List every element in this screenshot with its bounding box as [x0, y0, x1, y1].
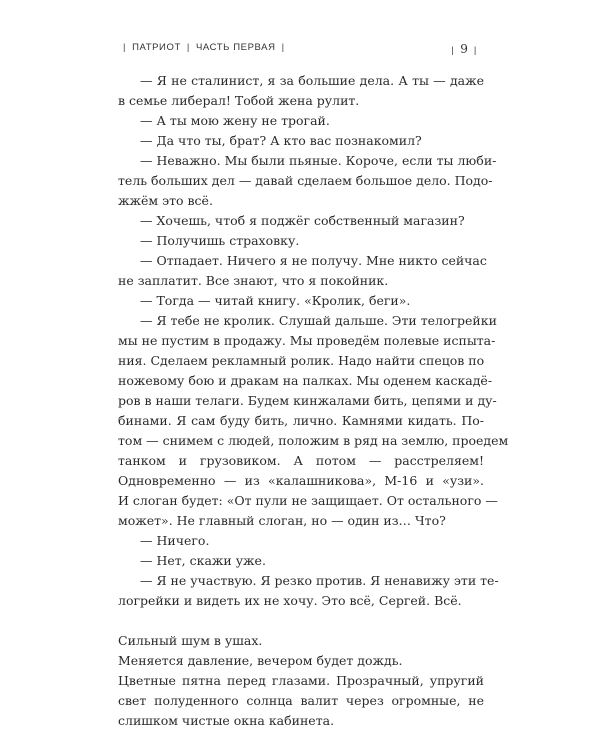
text-line: логрейки и видеть их не хочу. Это всё, Сергей. Всё. [118, 593, 462, 608]
text-line: — Да что ты, брат? А кто вас познакомил? [140, 133, 422, 148]
text-line: Сильный шум в ушах. [118, 633, 263, 648]
text-line: танком и грузовиком. А потом — расстреляем! [118, 453, 484, 468]
divider: | [451, 45, 455, 56]
text-line: в семье либерал! Тобой жена рулит. [118, 93, 360, 108]
text-line: не заплатит. Все знают, что я покойник. [118, 273, 389, 288]
text-line: ния. Сделаем рекламный ролик. Надо найти спецов по [118, 353, 485, 368]
text-line: — Я тебе не кролик. Слушай дальше. Эти телогрейки [140, 313, 497, 328]
text-line: ножевому бою и дракам на палках. Мы оденем каскадё- [118, 373, 493, 388]
section-break [118, 611, 484, 631]
text-line: — Нет, скажи уже. [140, 553, 266, 568]
divider: | [123, 42, 127, 53]
text-line: тель больших дел — давай сделаем большое дело. Подо- [118, 173, 493, 188]
text-line: Меняется давление, вечером будет дождь. [118, 653, 403, 668]
divider: | [281, 42, 285, 53]
text-line: — Тогда — читай книгу. «Кролик, беги». [140, 293, 411, 308]
text-line: может». Не главный слоган, но — один из… Что? [118, 513, 446, 528]
text-line: ров в наши телаги. Будем кинжалами бить, цепями и ду- [118, 393, 497, 408]
text-line: свет полуденного солнца валит через огромные, не [118, 693, 484, 708]
text-line: — Неважно. Мы были пьяные. Короче, если ты люби- [140, 153, 497, 168]
text-line: — Хочешь, чтоб я поджёг собственный магазин? [140, 213, 465, 228]
text-line: — А ты мою жену не трогай. [140, 113, 330, 128]
divider: | [473, 45, 477, 56]
divider: | [186, 42, 190, 53]
text-line: Одновременно — из «калашникова», М-16 и «узи». [118, 473, 484, 488]
text-line: слишком чистые окна кабинета. [118, 713, 335, 728]
text-line: Цветные пятна перед глазами. Прозрачный, упругий [118, 673, 484, 688]
text-line: бинами. Я сам буду бить, лично. Камнями кидать. По- [118, 413, 484, 428]
text-line: — Ничего. [140, 533, 210, 548]
book-title: ПАТРИОТ [132, 42, 181, 53]
text-line: — Я не сталинист, я за большие дела. А ты — даже [140, 73, 484, 88]
text-line: жжём это всё. [118, 193, 213, 208]
text-line: — Получишь страховку. [140, 233, 300, 248]
text-line: том — снимем с людей, положим в ряд на землю, проедем [118, 433, 509, 448]
body-text [118, 71, 509, 731]
running-head [117, 42, 483, 58]
text-line: И слоган будет: «От пули не защищает. От остального — [118, 493, 498, 508]
text-line: — Я не участвую. Я резко против. Я ненавижу эти те- [140, 573, 499, 588]
part-title: ЧАСТЬ ПЕРВАЯ [195, 42, 276, 53]
page-number: 9 [460, 42, 468, 56]
text-line: мы не пустим в продажу. Мы проведём полевые испыта- [118, 333, 496, 348]
text-line: — Отпадает. Ничего я не получу. Мне никто сейчас [140, 253, 487, 268]
